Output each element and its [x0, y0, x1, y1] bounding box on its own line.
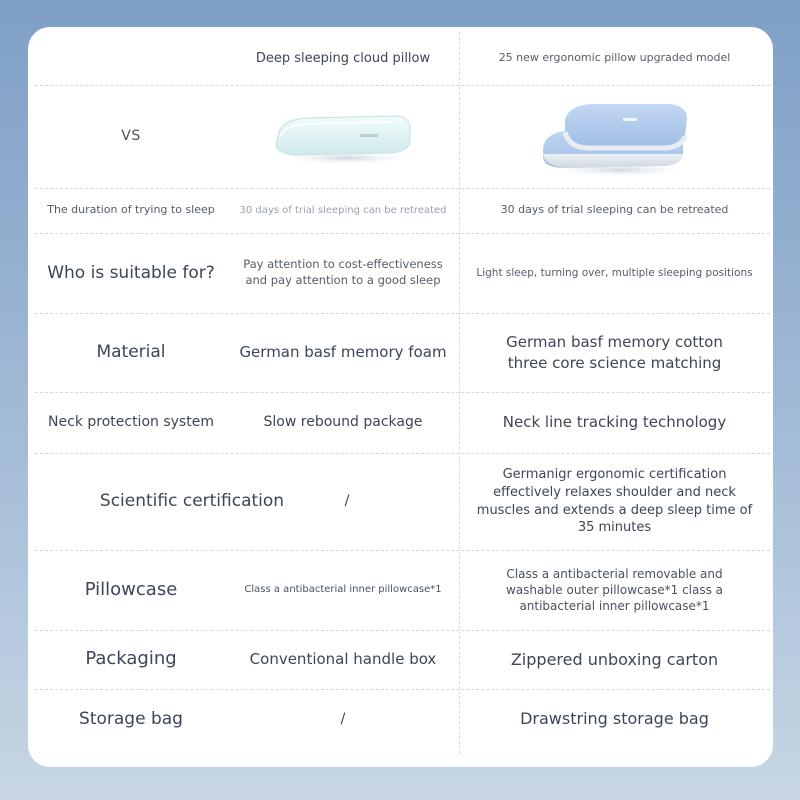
pillow-b-image [535, 96, 695, 178]
product-b-value: Neck line tracking technology [502, 413, 727, 432]
product-b-value: 30 days of trial sleeping can be retreated [500, 203, 729, 217]
row-packaging [35, 630, 770, 690]
product-b-title: 25 new ergonomic pillow upgraded model [498, 51, 731, 65]
row-trial-duration [35, 188, 770, 234]
product-a-title: Deep sleeping cloud pillow [255, 50, 431, 66]
row-label: Pillowcase [84, 578, 178, 600]
row-label: The duration of trying to sleep [47, 203, 215, 217]
row-label: Packaging [85, 648, 177, 670]
row-label: Who is suitable for? [47, 262, 215, 283]
product-a-value: German basf memory foam [239, 343, 447, 362]
row-neck-protection [35, 392, 770, 454]
product-a-value: Conventional handle box [249, 650, 437, 669]
product-b-value: Drawstring storage bag [520, 709, 709, 729]
product-a-value: 30 days of trial sleeping can be retreated [239, 204, 447, 216]
product-a-value: Slow rebound package [263, 414, 423, 431]
product-a-value: / [340, 710, 346, 727]
header-row [35, 32, 770, 86]
row-label: Material [96, 342, 166, 363]
product-b-value: Light sleep, turning over, multiple sleeping positions [476, 266, 753, 279]
product-a-image-cell [227, 85, 459, 188]
row-suitable-for [35, 233, 770, 314]
pillow-a-image [268, 108, 418, 166]
product-a-value: Pay attention to cost-effectiveness and pay attention to a good sleep [243, 257, 443, 287]
product-b-value: Zippered unboxing carton [510, 649, 719, 669]
row-scientific-certification [35, 453, 770, 551]
row-label: Scientific certification [99, 491, 285, 512]
vs-label: VS [121, 128, 141, 145]
row-pillowcase [35, 550, 770, 631]
product-a-value: / [344, 493, 350, 510]
product-a-value: Class a antibacterial inner pillowcase*1 [244, 584, 442, 596]
product-b-value: German basf memory cotton three core science matching [506, 333, 723, 372]
row-label: Neck protection system [48, 414, 214, 431]
row-label: Storage bag [79, 708, 183, 729]
row-material [35, 313, 770, 393]
product-b-value: Class a antibacterial removable and washable outer pillowcase*1 class a antibacterial inner pillowcase*1 [505, 566, 724, 614]
product-b-value: Germanigr ergonomic certification effectively relaxes shoulder and neck muscles and extends a deep sleep time of 35 minutes [476, 467, 753, 536]
image-row [35, 85, 770, 189]
product-b-image-cell [459, 85, 770, 188]
row-storage-bag [35, 689, 770, 749]
header-empty-cell [35, 32, 227, 85]
